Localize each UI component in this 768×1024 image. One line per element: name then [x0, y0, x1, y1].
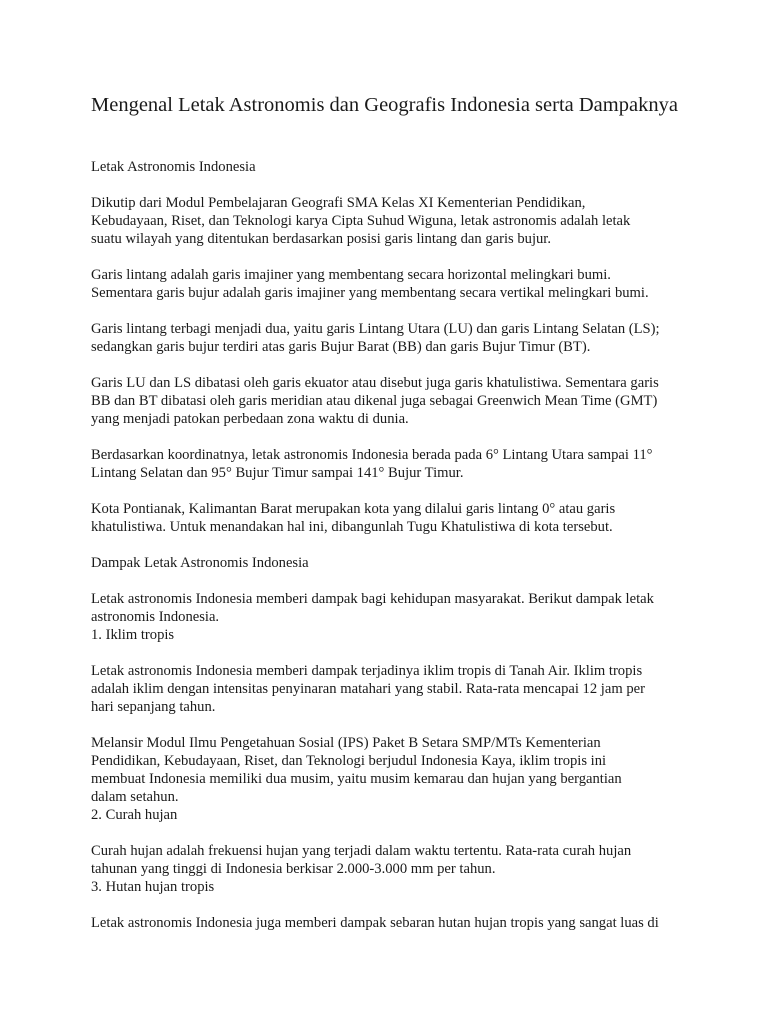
text-line: 3. Hutan hujan tropis: [91, 879, 215, 895]
text-line: astronomis Indonesia.: [91, 609, 220, 625]
paragraph: [91, 554, 691, 572]
text-line: Letak astronomis Indonesia memberi dampak terjadinya iklim tropis di Tanah Air. Iklim tropis: [91, 663, 643, 679]
text-line: khatulistiwa. Untuk menandakan hal ini, dibangunlah Tugu Khatulistiwa di kota tersebut.: [91, 519, 613, 535]
text-line: Sementara garis bujur adalah garis imajiner yang membentang secara vertikal melingkari bumi.: [91, 285, 649, 301]
text-line: Dampak Letak Astronomis Indonesia: [91, 555, 309, 571]
text-line: tahunan yang tinggi di Indonesia berkisar 2.000-3.000 mm per tahun.: [91, 861, 496, 877]
text-line: Letak Astronomis Indonesia: [91, 159, 256, 175]
text-line: Berdasarkan koordinatnya, letak astronomis Indonesia berada pada 6° Lintang Utara sampai 11°: [91, 447, 653, 463]
paragraph: [91, 914, 691, 932]
paragraph: [91, 446, 691, 482]
paragraph: [91, 158, 691, 176]
text-line: Letak astronomis Indonesia memberi dampak bagi kehidupan masyarakat. Berikut dampak letak: [91, 591, 654, 607]
text-line: Dikutip dari Modul Pembelajaran Geografi SMA Kelas XI Kementerian Pendidikan,: [91, 195, 586, 211]
text-line: 1. Iklim tropis: [91, 627, 175, 643]
paragraph: [91, 734, 691, 824]
paragraph: [91, 320, 691, 356]
text-line: Curah hujan adalah frekuensi hujan yang terjadi dalam waktu tertentu. Rata-rata curah hujan: [91, 843, 632, 859]
text-line: Letak astronomis Indonesia juga memberi dampak sebaran hutan hujan tropis yang sangat luas di: [91, 915, 659, 931]
text-line: Garis lintang adalah garis imajiner yang membentang secara horizontal melingkari bumi.: [91, 267, 611, 283]
paragraph: [91, 266, 691, 302]
text-line: Kebudayaan, Riset, dan Teknologi karya Cipta Suhud Wiguna, letak astronomis adalah letak: [91, 213, 631, 229]
document-body: [91, 158, 691, 950]
paragraph: [91, 662, 691, 716]
text-line: BB dan BT dibatasi oleh garis meridian atau dikenal juga sebagai Greenwich Mean Time (GMT): [91, 393, 658, 409]
text-line: Kota Pontianak, Kalimantan Barat merupakan kota yang dilalui garis lintang 0° atau garis: [91, 501, 616, 517]
text-line: Pendidikan, Kebudayaan, Riset, dan Teknologi berjudul Indonesia Kaya, iklim tropis ini: [91, 753, 607, 769]
text-line: dalam setahun.: [91, 789, 179, 805]
document-title: Mengenal Letak Astronomis dan Geografis Indonesia serta Dampaknya: [91, 94, 678, 116]
paragraph: [91, 590, 691, 644]
text-line: Melansir Modul Ilmu Pengetahuan Sosial (IPS) Paket B Setara SMP/MTs Kementerian: [91, 735, 601, 751]
text-line: 2. Curah hujan: [91, 807, 178, 823]
text-line: Garis lintang terbagi menjadi dua, yaitu garis Lintang Utara (LU) dan garis Lintang Selatan (LS);: [91, 321, 660, 337]
text-line: Lintang Selatan dan 95° Bujur Timur sampai 141° Bujur Timur.: [91, 465, 464, 481]
text-line: sedangkan garis bujur terdiri atas garis Bujur Barat (BB) dan garis Bujur Timur (BT).: [91, 339, 591, 355]
paragraph: [91, 842, 691, 896]
text-line: yang menjadi patokan perbedaan zona waktu di dunia.: [91, 411, 409, 427]
paragraph: [91, 374, 691, 428]
text-line: adalah iklim dengan intensitas penyinaran matahari yang stabil. Rata-rata mencapai 12 jam per: [91, 681, 645, 697]
text-line: Garis LU dan LS dibatasi oleh garis ekuator atau disebut juga garis khatulistiwa. Sementara garis: [91, 375, 659, 391]
text-line: suatu wilayah yang ditentukan berdasarkan posisi garis lintang dan garis bujur.: [91, 231, 552, 247]
paragraph: [91, 194, 691, 248]
text-line: membuat Indonesia memiliki dua musim, yaitu musim kemarau dan hujan yang bergantian: [91, 771, 622, 787]
text-line: hari sepanjang tahun.: [91, 699, 216, 715]
paragraph: [91, 500, 691, 536]
